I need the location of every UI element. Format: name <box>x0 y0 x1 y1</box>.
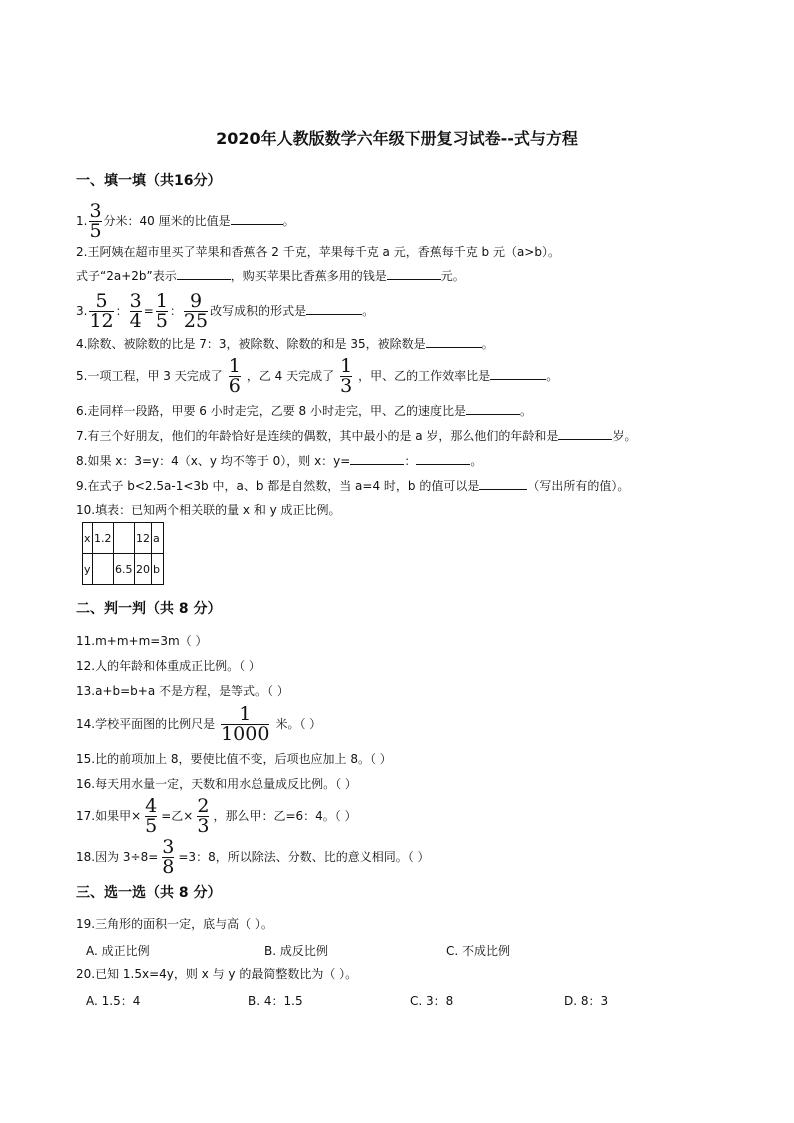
q5-answer-blank[interactable] <box>490 369 546 380</box>
q4-end: 。 <box>481 337 494 351</box>
q17-f1-den: 5 <box>145 815 158 837</box>
q18-frac-den: 8 <box>162 856 175 878</box>
q14-text-a: 14.学校平面图的比例尺是 <box>76 717 216 731</box>
q14-frac-den: 1000 <box>221 723 270 745</box>
q17-f2-den: 3 <box>197 815 210 837</box>
q3-fraction-4 <box>184 292 208 331</box>
q17-text-c: ，那么甲：乙=6：4。（ ） <box>213 809 357 823</box>
table-cell: 20 <box>135 554 152 585</box>
question-20: 20.已知 1.5x=4y，则 x 与 y 的最简整数比为（ ）。 <box>76 967 358 981</box>
q17-f1-num: 4 <box>145 795 158 817</box>
q14-frac-num: 1 <box>239 703 252 725</box>
table-cell: b <box>152 554 164 585</box>
table-row <box>83 554 164 585</box>
question-12: 12.人的年龄和体重成正比例。（ ） <box>76 659 261 673</box>
question-15: 15.比的前项加上 8，要使比值不变，后项也应加上 8。（ ） <box>76 752 392 766</box>
q3-fraction-2 <box>130 292 142 331</box>
question-9 <box>76 478 629 494</box>
q3-eq: = <box>143 304 154 318</box>
table-row <box>83 523 164 554</box>
table-cell[interactable] <box>93 554 114 585</box>
question-3 <box>76 292 374 331</box>
q20-option-a[interactable]: A. 1.5：4 <box>86 994 141 1008</box>
q9-end: （写出所有的值）。 <box>527 479 630 493</box>
q3-fraction-1 <box>89 292 113 331</box>
q5-fraction-a <box>229 357 241 396</box>
q18-fraction <box>162 838 174 877</box>
q9-answer-blank[interactable] <box>479 479 527 490</box>
page-title: 2020年人教版数学六年级下册复习试卷--式与方程 <box>216 129 578 148</box>
q10-table <box>82 522 164 585</box>
q3-f2-den: 4 <box>129 310 142 332</box>
q19-option-c[interactable]: C. 不成比例 <box>446 944 511 958</box>
q8-answer-blank-2[interactable] <box>416 454 470 465</box>
q8-answer-blank-1[interactable] <box>350 454 404 465</box>
question-10: 10.填表：已知两个相关联的量 x 和 y 成正比例。 <box>76 503 341 517</box>
q14-fraction <box>221 705 269 744</box>
table-cell: 1.2 <box>93 523 114 554</box>
question-5 <box>76 357 558 396</box>
question-6 <box>76 403 532 419</box>
q6-end: 。 <box>519 404 532 418</box>
q17-fraction-1 <box>145 797 157 836</box>
table-cell: a <box>152 523 164 554</box>
q18-text-a: 18.因为 3÷8= <box>76 850 159 864</box>
question-13: 13.a+b=b+a 不是方程，是等式。（ ） <box>76 684 289 698</box>
q1-answer-blank[interactable] <box>231 214 283 225</box>
q3-f2-num: 3 <box>129 290 142 312</box>
q3-f4-num: 9 <box>189 290 203 312</box>
q20-option-d[interactable]: D. 8：3 <box>564 994 609 1008</box>
question-19: 19.三角形的面积一定，底与高（ ）。 <box>76 917 273 931</box>
q3-sep1: ： <box>115 304 128 318</box>
q3-text: 改写成积的形式是 <box>210 304 307 318</box>
question-11: 11.m+m+m=3m（ ） <box>76 634 208 648</box>
table-cell: 6.5 <box>114 554 135 585</box>
q5-text-a: 5.一项工程，甲 3 天完成了 <box>76 369 223 383</box>
q2-answer-blank-1[interactable] <box>177 269 231 280</box>
question-2-line-2 <box>76 268 465 284</box>
question-8 <box>76 453 482 469</box>
q1-end: 。 <box>282 214 295 228</box>
q1-fraction <box>89 202 101 241</box>
q9-text: 9.在式子 b<2.5a-1<3b 中，a、b 都是自然数，当 a=4 时，b 的值可以是 <box>76 479 480 493</box>
table-cell: y <box>83 554 93 585</box>
q17-text-b: =乙× <box>161 809 194 823</box>
table-cell[interactable] <box>114 523 135 554</box>
q6-text: 6.走同样一段路，甲要 6 小时走完，乙要 8 小时走完，甲、乙的速度比是 <box>76 404 466 418</box>
q5-fb-num: 1 <box>340 355 353 377</box>
q3-answer-blank[interactable] <box>306 304 362 315</box>
q5-text-b: ，乙 4 天完成了 <box>246 369 335 383</box>
question-7 <box>76 428 636 444</box>
q3-f1-num: 5 <box>95 290 108 312</box>
q3-f3-den: 5 <box>155 310 168 332</box>
q19-option-b[interactable]: B. 成反比例 <box>264 944 328 958</box>
q5-text-c: ，甲、乙的工作效率比是 <box>358 369 491 383</box>
q6-answer-blank[interactable] <box>466 404 520 415</box>
table-cell: 12 <box>135 523 152 554</box>
q20-option-c[interactable]: C. 3：8 <box>410 994 454 1008</box>
q4-answer-blank[interactable] <box>426 337 482 348</box>
question-16: 16.每天用水量一定，天数和用水总量成反比例。（ ） <box>76 777 357 791</box>
q1-frac-den: 5 <box>89 220 102 242</box>
q18-frac-num: 3 <box>162 836 175 858</box>
q3-f3-num: 1 <box>155 290 168 312</box>
q17-f2-num: 2 <box>197 795 210 817</box>
q8-text: 8.如果 x：3=y：4（x、y 均不等于 0），则 x：y= <box>76 454 351 468</box>
q14-text-b: 米。（ ） <box>275 717 322 731</box>
question-14 <box>76 705 321 744</box>
question-1 <box>76 202 295 241</box>
q7-end: 岁。 <box>612 429 637 443</box>
q3-number: 3. <box>76 304 88 318</box>
q18-text-b: =3：8，所以除法、分数、比的意义相同。（ ） <box>178 850 430 864</box>
q5-fb-den: 3 <box>340 375 353 397</box>
q3-end: 。 <box>362 304 375 318</box>
q19-option-a[interactable]: A. 成正比例 <box>86 944 150 958</box>
section-heading-1: 一、填一填（共16分） <box>76 173 222 189</box>
q1-number: 1. <box>76 214 88 228</box>
q5-fraction-b <box>340 357 352 396</box>
question-18 <box>76 838 430 877</box>
q2-text-c: 元。 <box>440 269 465 283</box>
q1-frac-num: 3 <box>89 200 102 222</box>
table-cell: x <box>83 523 93 554</box>
q7-text: 7.有三个好朋友，他们的年龄恰好是连续的偶数，其中最小的是 a 岁，那么他们的年龄和是 <box>76 429 559 443</box>
q3-fraction-3 <box>156 292 168 331</box>
q1-text: 分米：40 厘米的比值是 <box>103 214 231 228</box>
question-4 <box>76 336 494 352</box>
q2-text-a: 式子“2a+2b”表示 <box>76 269 177 283</box>
section-heading-2: 二、判一判（共 8 分） <box>76 601 222 617</box>
q8-mid: ： <box>404 454 417 468</box>
q5-fa-num: 1 <box>228 355 241 377</box>
q5-fa-den: 6 <box>228 375 241 397</box>
q4-text: 4.除数、被除数的比是 7：3，被除数、除数的和是 35，被除数是 <box>76 337 426 351</box>
section-heading-3: 三、选一选（共 8 分） <box>76 885 222 901</box>
q3-sep2: ： <box>169 304 182 318</box>
question-17 <box>76 797 357 836</box>
q2-answer-blank-2[interactable] <box>387 269 441 280</box>
q3-f4-den: 25 <box>183 310 209 332</box>
q7-answer-blank[interactable] <box>558 429 612 440</box>
q3-f1-den: 12 <box>89 310 114 332</box>
q2-text-b: ，购买苹果比香蕉多用的钱是 <box>230 269 387 283</box>
question-2-line-1: 2.王阿姨在超市里买了苹果和香蕉各 2 千克，苹果每千克 a 元，香蕉每千克 b 元（a>b）。 <box>76 245 560 259</box>
q5-end: 。 <box>546 369 559 383</box>
q17-text-a: 17.如果甲× <box>76 809 142 823</box>
q20-option-b[interactable]: B. 4：1.5 <box>248 994 303 1008</box>
q8-end: 。 <box>470 454 483 468</box>
q17-fraction-2 <box>197 797 209 836</box>
